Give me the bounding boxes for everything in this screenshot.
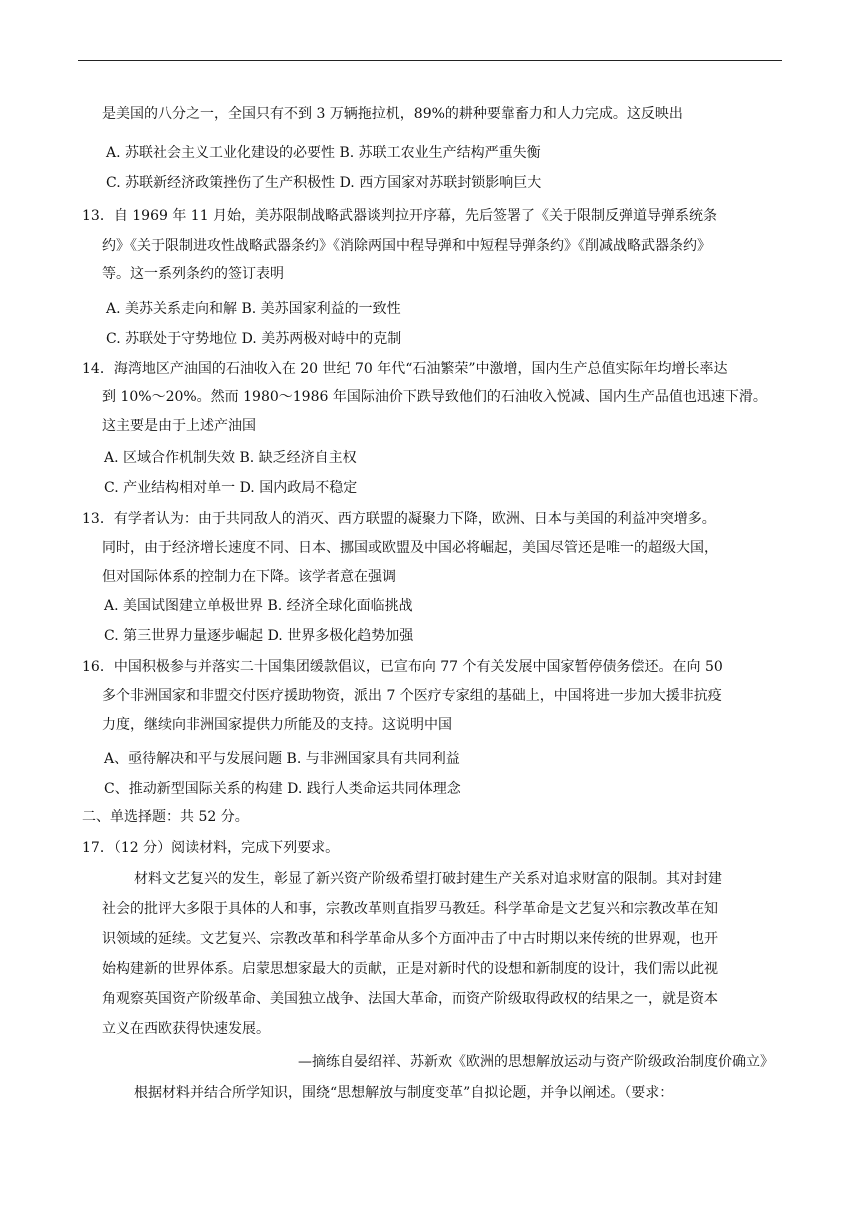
- q17-source-citation: —摘练自晏绍祥、苏新欢《欧洲的思想解放运动与资产阶级政治制度价确立》: [298, 1054, 774, 1070]
- q16-stem-line1: 16．中国积极参与并落实二十国集团缓款倡议，已宣布向 77 个有关发展中国家暂停债务偿还。在向 50: [82, 659, 723, 675]
- q16-options-ab: A、亟待解决和平与发展问题 B. 与非洲国家具有共同利益: [104, 751, 460, 767]
- q14-stem-line3: 这主要是由于上述产油国: [102, 418, 256, 434]
- q14-options-cd: C. 产业结构相对单一 D. 国内政局不稳定: [104, 480, 358, 496]
- q16-options-cd: C、推动新型国际关系的构建 D. 践行人类命运共同体理念: [104, 781, 461, 797]
- q13a-options-cd: C. 苏联处于守势地位 D. 美苏两极对峙中的克制: [106, 331, 402, 347]
- q14-options-ab: A. 区域合作机制失效 B. 缺乏经济自主权: [104, 450, 357, 466]
- q16-stem-line3: 力度，继续向非洲国家提供力所能及的支持。这说明中国: [102, 717, 452, 733]
- q13a-stem-line1: 13．自 1969 年 11 月始，美苏限制战略武器谈判拉开序幕，先后签署了《关于限制反弹道导弹系统条: [82, 208, 718, 224]
- header-rule: [78, 60, 782, 61]
- q12-options-ab: A. 苏联社会主义工业化建设的必要性 B. 苏联工农业生产结构严重失衡: [106, 145, 541, 161]
- q13b-stem-line2: 同时，由于经济增长速度不同、日本、挪国或欧盟及中国必将崛起，美国尽管还是唯一的超级大国，: [102, 540, 718, 556]
- q13a-stem-line3: 等。这一系列条约的签订表明: [102, 266, 284, 282]
- q12-options-cd: C. 苏联新经济政策挫伤了生产积极性 D. 西方国家对苏联封锁影响巨大: [106, 175, 542, 191]
- q16-stem-line2: 多个非洲国家和非盟交付医疗援助物资，派出 7 个医疗专家组的基础上，中国将进一步加大援非抗疫: [102, 688, 722, 704]
- q17-material-line2: 社会的批评大多限于具体的人和事，宗教改革则直指罗马教廷。科学革命是文艺复兴和宗教改革在知: [102, 901, 718, 917]
- q13b-stem-line3: 但对国际体系的控制力在下降。该学者意在强调: [102, 569, 396, 585]
- q17-material-line5: 角观察英国资产阶级革命、美国独立战争、法国大革命，而资产阶级取得政权的结果之一，就是资本: [102, 991, 718, 1007]
- q14-stem-line1: 14．海湾地区产油国的石油收入在 20 世纪 70 年代“石油繁荣”中激增，国内生产总值实际年均增长率达: [82, 361, 728, 377]
- q17-task: 根据材料并结合所学知识，围绕“思想解放与制度变革”自拟论题，并争以阐述。（要求：: [134, 1085, 674, 1101]
- q13b-options-cd: C. 第三世界力量逐步崛起 D. 世界多极化趋势加强: [104, 628, 414, 644]
- q12-stem: 是美国的八分之一，全国只有不到 3 万辆拖拉机，89%的耕种要靠畜力和人力完成。这反映出: [102, 106, 683, 122]
- q17-material-line4: 始构建新的世界体系。启蒙思想家最大的贡献，正是对新时代的设想和新制度的设计，我们需以此视: [102, 961, 718, 977]
- q17-material-line1: 材料文艺复兴的发生，彰显了新兴资产阶级希望打破封建生产关系对追求财富的限制。其对封建: [134, 871, 722, 887]
- q14-stem-line2: 到 10%～20%。然而 1980～1986 年国际油价下跌导致他们的石油收入悦减、国内生产品值也迅速下滑。: [102, 389, 767, 405]
- section-heading: 二、单选择题：共 52 分。: [82, 809, 249, 825]
- q17-heading: 17．（12 分）阅读材料，完成下列要求。: [82, 840, 340, 856]
- q17-material-line6: 立义在西欧获得快速发展。: [102, 1021, 270, 1037]
- q13a-stem-line2: 约》《关于限制进攻性战略武器条约》《消除两国中程导弹和中短程导弹条约》《削减战略武器条约》: [102, 238, 711, 254]
- q13b-stem-line1: 13．有学者认为：由于共同敌人的消灭、西方联盟的凝聚力下降，欧洲、日本与美国的利益冲突增多。: [82, 511, 716, 527]
- q13b-options-ab: A. 美国试图建立单极世界 B. 经济全球化面临挑战: [104, 598, 413, 614]
- q17-material-line3: 识领域的延续。文艺复兴、宗教改革和科学革命从多个方面冲击了中古时期以来传统的世界观，也开: [102, 931, 718, 947]
- q13a-options-ab: A. 美苏关系走向和解 B. 美苏国家利益的一致性: [106, 301, 401, 317]
